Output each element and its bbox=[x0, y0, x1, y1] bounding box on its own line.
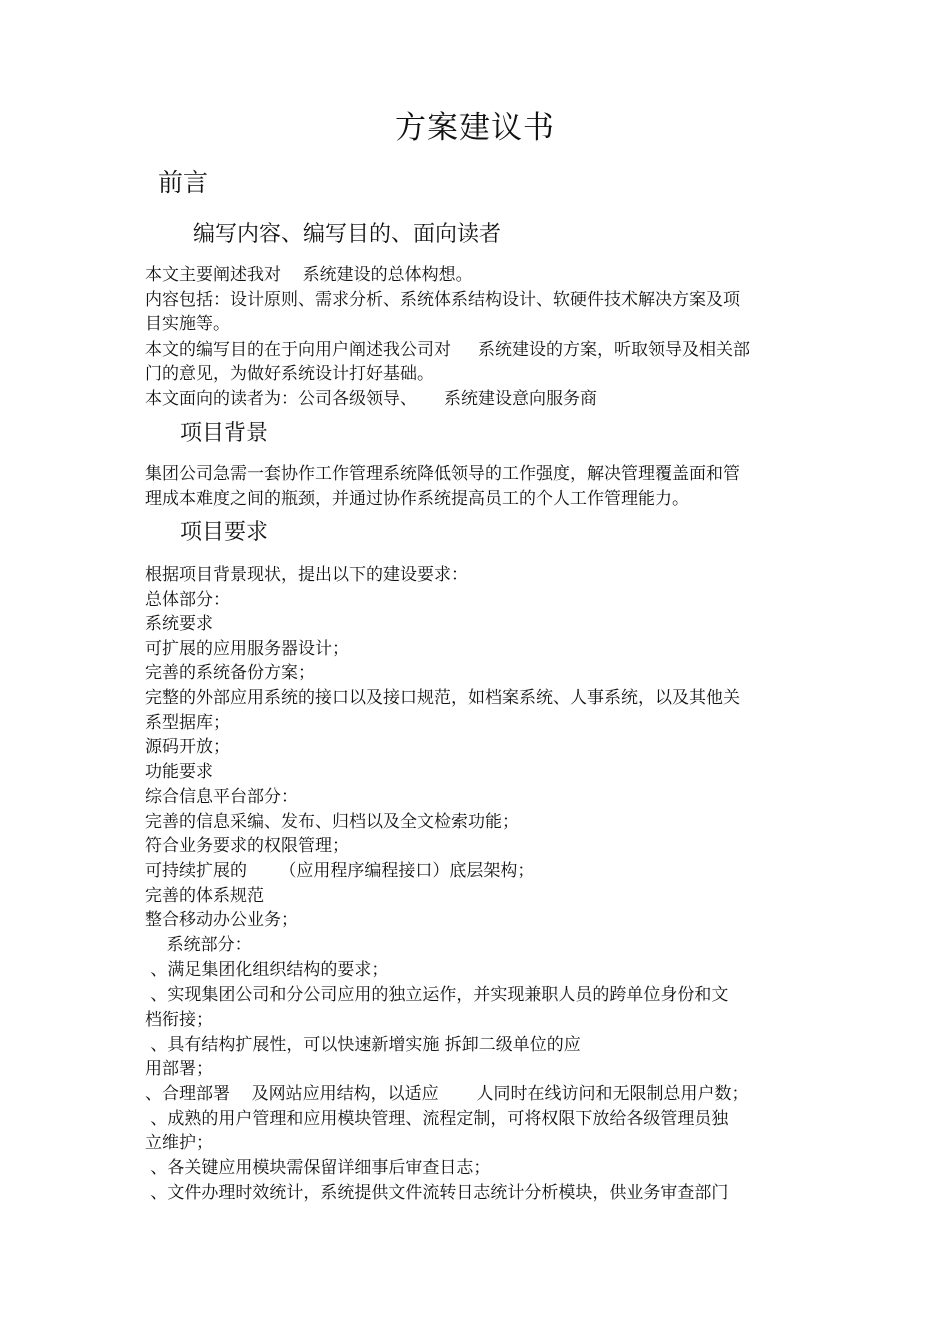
preface-line: 本文面向的读者为：公司各级领导、 系统建设意向服务商 bbox=[145, 389, 598, 409]
requirements-line: 符合业务要求的权限管理； bbox=[145, 836, 349, 856]
requirements-line: 整合移动办公业务； bbox=[145, 910, 298, 930]
preface-line: 门的意见，为做好系统设计打好基础。 bbox=[145, 364, 434, 384]
preface-line: 目实施等。 bbox=[145, 314, 230, 334]
requirements-line: 、文件办理时效统计，系统提供文件流转日志统计分析模块，供业务审查部门 bbox=[145, 1183, 729, 1203]
requirements-line: 系型据库； bbox=[145, 713, 230, 733]
requirements-heading: 项目要求 bbox=[180, 520, 269, 545]
preface-line: 本文主要阐述我对 系统建设的总体构想。 bbox=[145, 265, 473, 285]
requirements-line: 系统要求 bbox=[145, 614, 213, 634]
requirements-line: 综合信息平台部分： bbox=[145, 787, 298, 807]
background-heading: 项目背景 bbox=[180, 421, 269, 446]
requirements-line: 完整的外部应用系统的接口以及接口规范，如档案系统、人事系统，以及其他关 bbox=[145, 688, 740, 708]
requirements-line: 、合理部署 及网站应用结构，以适应 人同时在线访问和无限制总用户数； bbox=[145, 1084, 749, 1104]
requirements-line: 、满足集团化组织结构的要求； bbox=[145, 960, 389, 980]
requirements-line: 可持续扩展的 （应用程序编程接口）底层架构； bbox=[145, 861, 535, 881]
requirements-line: 完善的体系规范 bbox=[145, 886, 264, 906]
requirements-line: 总体部分： bbox=[145, 590, 230, 610]
requirements-line: 、实现集团公司和分公司应用的独立运作，并实现兼职人员的跨单位身份和文 bbox=[145, 985, 729, 1005]
background-line: 理成本难度之间的瓶颈，并通过协作系统提高员工的个人工作管理能力。 bbox=[145, 489, 689, 509]
background-line: 集团公司急需一套协作工作管理系统降低领导的工作强度，解决管理覆盖面和管 bbox=[145, 464, 740, 484]
requirements-line: 、成熟的用户管理和应用模块管理、流程定制，可将权限下放给各级管理员独 bbox=[145, 1109, 729, 1129]
requirements-line: 立维护； bbox=[145, 1133, 213, 1153]
requirements-line: 、具有结构扩展性，可以快速新增实施 拆卸二级单位的应 bbox=[145, 1035, 581, 1055]
requirements-line: 完善的信息采编、发布、归档以及全文检索功能； bbox=[145, 812, 519, 832]
requirements-line: 档衔接； bbox=[145, 1010, 213, 1030]
requirements-line: 用部署； bbox=[145, 1059, 213, 1079]
requirements-line: 根据项目背景现状，提出以下的建设要求： bbox=[145, 565, 468, 585]
requirements-line: 完善的系统备份方案； bbox=[145, 663, 315, 683]
preface-heading: 前言 bbox=[158, 168, 209, 197]
preface-subheading: 编写内容、编写目的、面向读者 bbox=[193, 222, 502, 247]
requirements-line: 系统部分： bbox=[145, 935, 252, 955]
requirements-line: 功能要求 bbox=[145, 762, 213, 782]
requirements-line: 、各关键应用模块需保留详细事后审查日志； bbox=[145, 1158, 491, 1178]
document-title: 方案建议书 bbox=[395, 110, 555, 146]
preface-line: 内容包括：设计原则、需求分析、系统体系结构设计、软硬件技术解决方案及项 bbox=[145, 290, 740, 310]
requirements-line: 可扩展的应用服务器设计； bbox=[145, 639, 349, 659]
preface-line: 本文的编写目的在于向用户阐述我公司对 系统建设的方案，听取领导及相关部 bbox=[145, 340, 751, 360]
requirements-line: 源码开放； bbox=[145, 737, 230, 757]
